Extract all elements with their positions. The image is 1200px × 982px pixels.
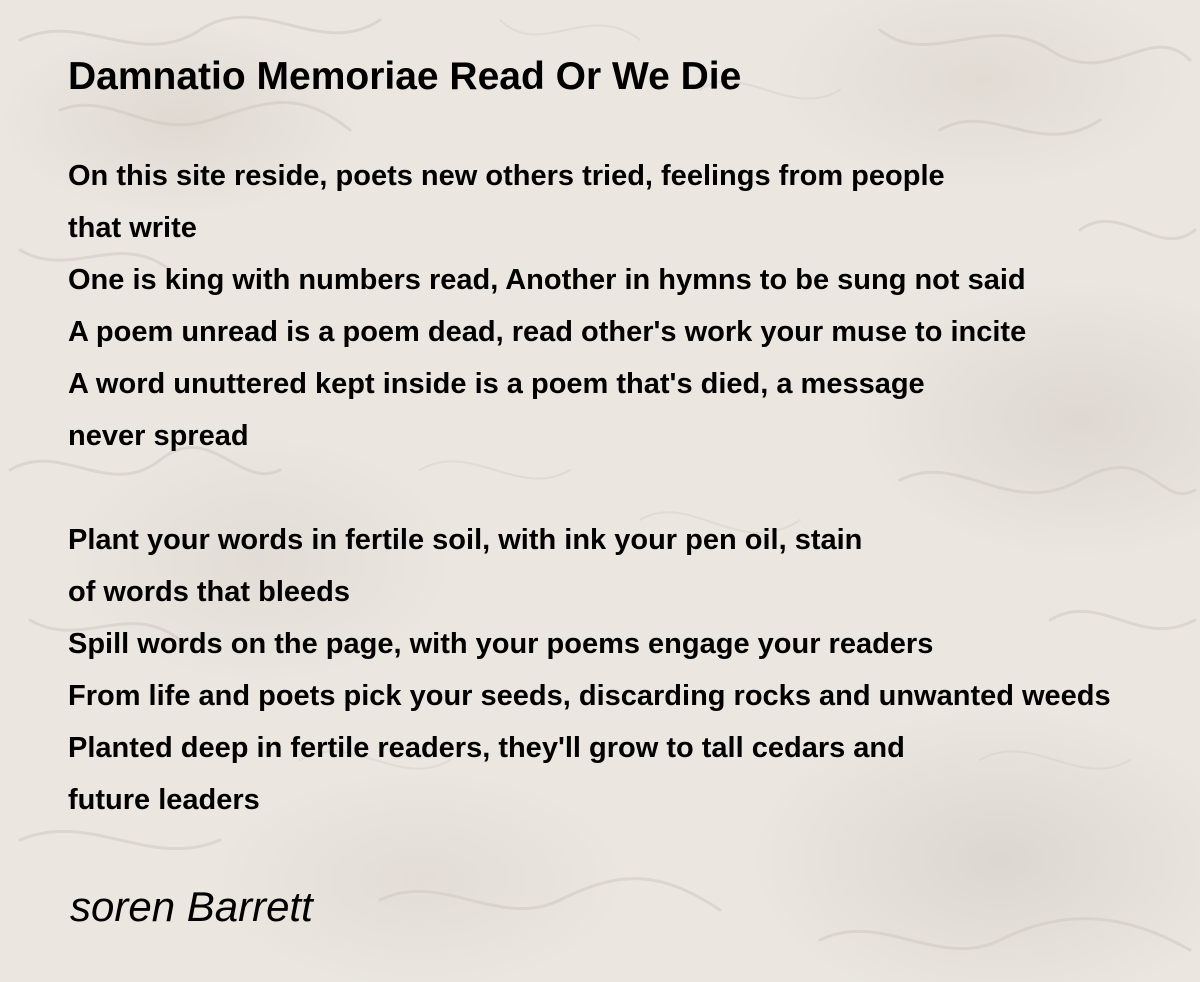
poem-line: Planted deep in fertile readers, they'll grow to tall cedars and [68,732,905,764]
poem-line: Spill words on the page, with your poems engage your readers [68,628,934,660]
poem-line: that write [68,212,197,244]
poem-line: One is king with numbers read, Another in hymns to be sung not said [68,264,1026,296]
poem-title: Damnatio Memoriae Read Or We Die [68,55,742,98]
poem-line: From life and poets pick your seeds, discarding rocks and unwanted weeds [68,680,1111,712]
poem-line: A poem unread is a poem dead, read other's work your muse to incite [68,316,1027,348]
poem-line: A word unuttered kept inside is a poem that's died, a message [68,368,925,400]
poem-line: On this site reside, poets new others tried, feelings from people [68,160,945,192]
poem-line: of words that bleeds [68,576,350,608]
poem-author: soren Barrett [70,883,313,930]
stanza-break [68,462,1200,514]
poem-card [68,0,1200,982]
poem-body [68,150,1200,826]
poem-line: future leaders [68,784,260,816]
poem-line: never spread [68,420,249,452]
poem-line: Plant your words in fertile soil, with ink your pen oil, stain [68,524,863,556]
